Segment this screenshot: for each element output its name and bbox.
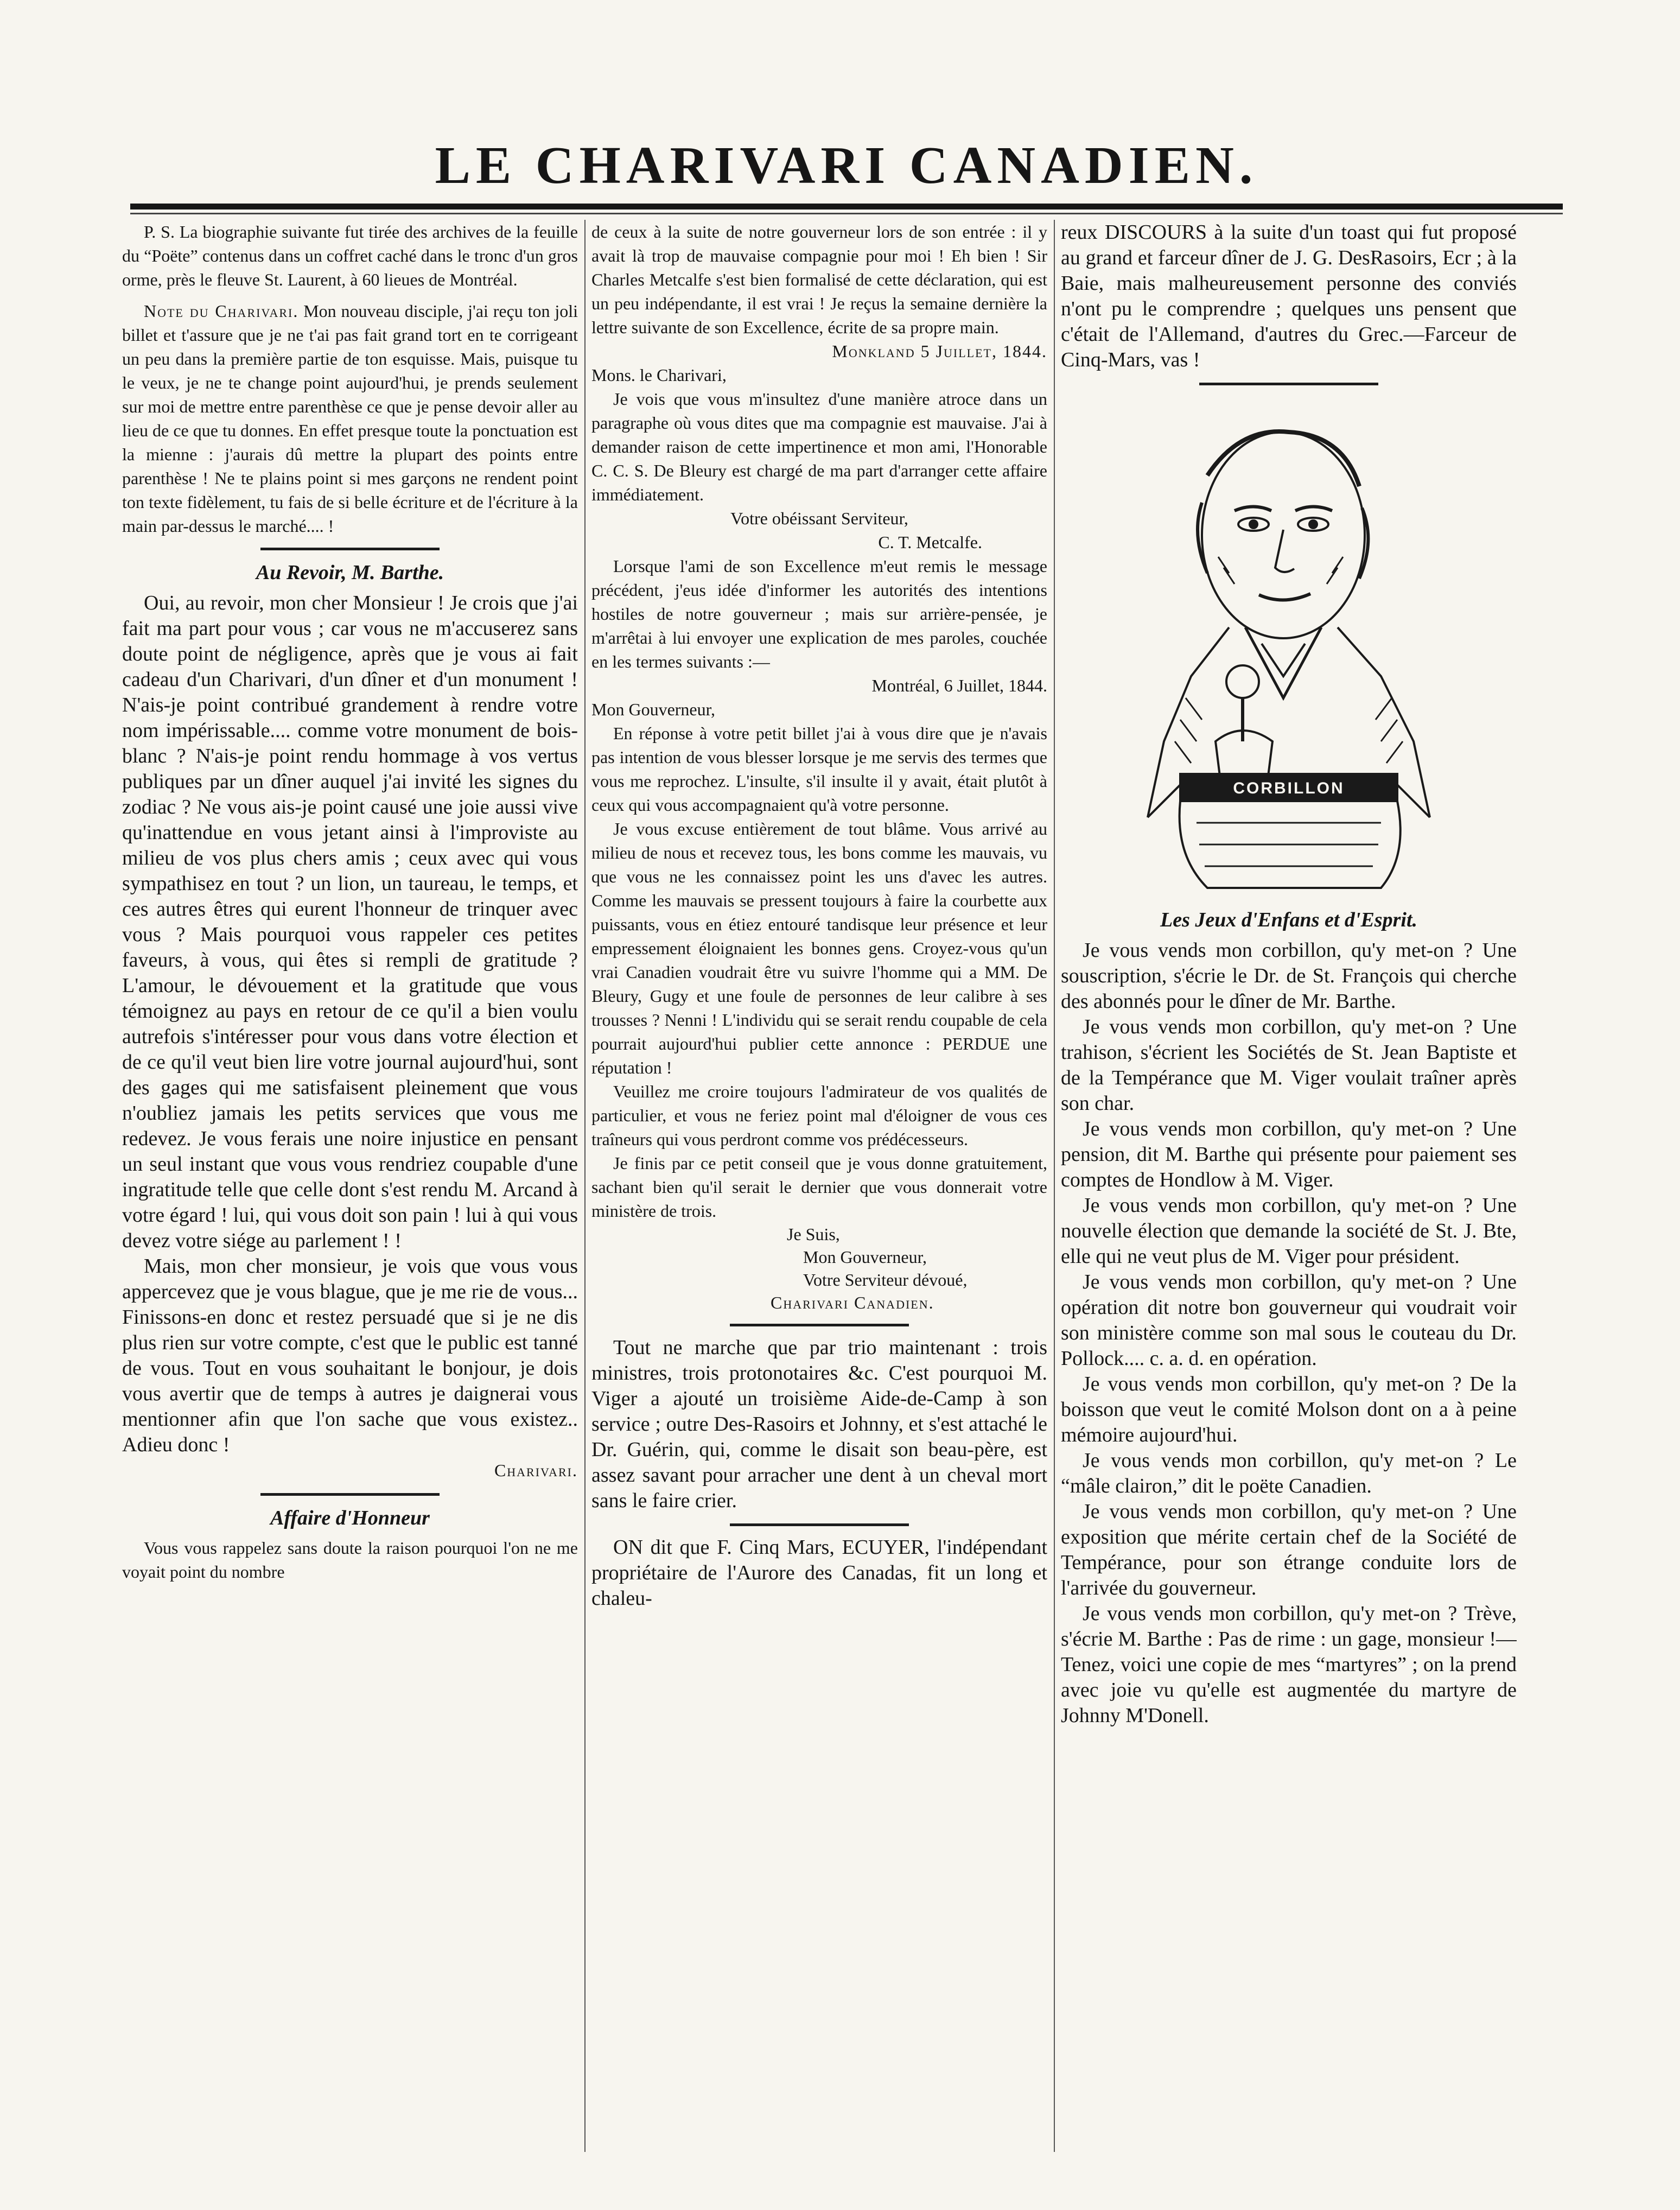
article-paragraph: Je vous vends mon corbillon, qu'y met-on ? De la boisson que veut le comité Molson dont on a à peine mémoire aujourd'hui.	[1061, 1373, 1517, 1446]
column-divider	[584, 220, 586, 2152]
letter-paragraph: Je vois que vous m'insultez d'une manière atroce dans un paragraphe où vous dites que ma compagnie est mauvaise. J'ai à demander raison de cette impertinence et mon ami, l'Honorable C. C. S. De Bleury est chargé de ma part d'arranger cette affaire immédiatement.	[591, 389, 1047, 504]
letter-paragraph: Je vous excuse entièrement de tout blâme. Vous arrivé au milieu de nous et recevez tous, les bons comme les mauvais, vu que vous ne les connaissez point les uns d'avec les autres. Comme les mauvais se pressent toujours à faire la courbette aux puissants, vous en étiez entouré tandisque leur présence et leur empressement éloignaient les bonnes gens. Croyez-vous qu'un vrai Canadien voudrait être vu suivre l'homme qui a MM. De Bleury, Gugy et une foule de personnes de leur calibre à ses trousses ? Nenni ! L'individu qui se serait rendu coupable de cela pourrait aujourd'hui publier cette annonce : PERDUE une réputation !	[591, 819, 1047, 1077]
letter-closing: Je Suis,	[787, 1224, 840, 1244]
article-paragraph: Je vous vends mon corbillon, qu'y met-on ? Une opération dit notre bon gouverneur qui voudrait voir son ministère comme son mal sous le couteau du Dr. Pollock.... c. a. d. en opération.	[1061, 1271, 1517, 1370]
newspaper-title: LE CHARIVARI CANADIEN.	[435, 136, 1258, 195]
letter-dateline: Montréal, 6 Juillet, 1844.	[871, 676, 1047, 695]
letter-salutation: Mons. le Charivari,	[591, 365, 727, 385]
article-heading: Affaire d'Honneur	[270, 1507, 430, 1529]
article-signature: Charivari.	[494, 1460, 578, 1480]
article-paragraph: ON dit que F. Cinq Mars, ECUYER, l'indépendant propriétaire de l'Aurore des Canadas, fit un long et chaleu-	[591, 1536, 1047, 1610]
article-heading: Les Jeux d'Enfans et d'Esprit.	[1160, 909, 1417, 931]
letter-dateline: Monkland 5 Juillet, 1844.	[832, 341, 1047, 361]
masthead	[130, 136, 1563, 195]
separator-rule	[730, 1324, 909, 1326]
note-label: Note du Charivari.	[144, 301, 299, 321]
column-2	[591, 220, 1047, 2174]
separator-rule	[260, 1493, 440, 1496]
article-paragraph: Oui, au revoir, mon cher Monsieur ! Je crois que j'ai fait ma part pour vous ; car vous ne m'accuserez sans doute point de négligence, après que je vous ai fait cadeau d'un Charivari, d'un dîner et d'un monument ! N'ais-je point contribué grandement à rendre votre nom impérissable.... comme votre monument de bois-blanc ? N'ais-je point rendu hommage à vos vertus publiques par un dîner auquel j'ai invité les signes du zodiac ? Ne vous ais-je point causé une joie aussi vive qu'inattendue en vous jetant ainsi à l'improviste au milieu de vos plus chers amis ; ceux avec qui vous sympathisez en tout ? un lion, un taureau, le temps, et ces autres êtres qui eurent l'honneur de trinquer avec vous ? Mais pourquoi vous rappeler ces petites faveurs, à vous, qui êtes si rempli de gratitude ? L'amour, le dévouement et la gratitude que vous témoignez au pays en retour de ce qu'il a bien voulu autrefois s'intéresser pour vous dans votre élection et de ce qu'il veut bien lire votre journal aujourd'hui, sont des gages qui me satisfaisent pleinement que vous n'oubliez jamais les petits services que vous me redevez. Je vous ferais une noire injustice en pensant un seul instant que vous vous rendriez coupable d'une ingratitude telle que celle dont s'est rendu M. Arcand à votre égard ! lui, qui vous doit son pain ! lui à qui vous devez votre siége au parlement ! !	[122, 592, 578, 1252]
article-paragraph: Je vous vends mon corbillon, qu'y met-on ? Une pension, dit M. Barthe qui présente pour paiement ses comptes de Hondlow à M. Viger.	[1061, 1117, 1517, 1191]
letter-paragraph: En réponse à votre petit billet j'ai à vous dire que je n'avais pas intention de vous blesser lorsque je me servis des termes que vous me reprochez. L'insulte, s'il insulte il y avait, était plutôt à ceux qui vous accompagnaient qu'à votre personne.	[591, 723, 1047, 815]
note-paragraph	[122, 299, 578, 538]
column-3	[1061, 220, 1517, 2174]
article-paragraph: Je vous vends mon corbillon, qu'y met-on ? Le “mâle clairon,” dit le poëte Canadien.	[1061, 1449, 1517, 1497]
separator-rule	[730, 1523, 909, 1526]
engraving-label: CORBILLON	[1233, 779, 1345, 797]
column-1	[122, 220, 578, 2174]
article-paragraph: Je vous vends mon corbillon, qu'y met-on ? Une souscription, s'écrie le Dr. de St. François qui cherche des abonnés pour le dîner de Mr. Barthe.	[1061, 939, 1517, 1013]
letter-closing: Votre obéissant Serviteur,	[730, 509, 908, 528]
article-paragraph: reux DISCOURS à la suite d'un toast qui fut proposé au grand et farceur dîner de J. G. DesRasoirs, Ecr ; à la Baie, mais malheureusement personne des conviés n'ont pu le comprendre ; quelques uns pensent que c'était de l'Allemand, d'autres du Grec.—Farceur de Cinq-Mars, vas !	[1061, 221, 1517, 371]
letter-closing: Mon Gouverneur,	[803, 1247, 927, 1267]
postscript-paragraph: P. S. La biographie suivante fut tirée des archives de la feuille du “Poëte” contenus dans un coffret caché dans le tronc d'un gros orme, près le fleuve St. Laurent, à 60 lieues de Montréal.	[122, 222, 578, 289]
article-paragraph: Je vous vends mon corbillon, qu'y met-on ? Trève, s'écrie M. Barthe : Pas de rime : un gage, monsieur !—Tenez, voici une copie de mes “martyres” ; on la prend avec joie vu qu'elle est augmentée du martyre de Johnny M'Donell.	[1061, 1602, 1517, 1727]
masthead-rule-thin	[130, 213, 1563, 214]
letter-signature: C. T. Metcalfe.	[878, 532, 982, 552]
letter-salutation: Mon Gouverneur,	[591, 700, 715, 719]
article-paragraph: Lorsque l'ami de son Excellence m'eut remis le message précédent, j'eus idée d'informer les autorités des intentions hostiles de notre gouverneur ; mais sur arrière-pensée, je m'arrêtai à lui envoyer une explication de mes paroles, couchée en les termes suivants :—	[591, 556, 1047, 671]
letter-paragraph: Veuillez me croire toujours l'admirateur de vos qualités de particulier, et vous ne feriez point mal d'éloigner de vous ces traîneurs qui vous perdront comme vos prédécesseurs.	[591, 1082, 1047, 1149]
letter-paragraph: Je finis par ce petit conseil que je vous donne gratuitement, sachant bien qu'il serait le dernier que vous donnerait votre ministère de trois.	[591, 1153, 1047, 1221]
article-paragraph: Mais, mon cher monsieur, je vois que vous vous appercevez que je vous blague, que je me rie de vous... Finissons-en donc et restez persuadé que si je ne dis plus rien sur votre compte, c'est que le public est tanné de vous. Tout en vous souhaitant le bonjour, je dois vous avertir que de temps à autres je daignerai vous mentionner afin que l'on sache que vous existez.. Adieu donc !	[122, 1255, 578, 1456]
article-paragraph: Je vous vends mon corbillon, qu'y met-on ? Une trahison, s'écrient les Sociétés de St. Jean Baptiste et de la Tempérance que M. Viger voulait traîner après son char.	[1061, 1015, 1517, 1115]
article-paragraph: Tout ne marche que par trio maintenant : trois ministres, trois protonotaires &c. C'est pourquoi M. Viger a ajouté un troisième Aide-de-Camp à son service ; outre Des-Rasoirs et Johnny, et s'est attaché le Dr. Guérin, qui, comme le disait son beau-père, est assez savant pour arracher une dent à un cheval mort sans le faire crier.	[591, 1336, 1047, 1512]
letter-signature: Charivari Canadien.	[771, 1293, 934, 1312]
separator-rule	[1199, 383, 1378, 385]
note-text: Mon nouveau disciple, j'ai reçu ton joli billet et t'assure que je ne t'ai pas fait grand tort en te corrigeant un peu dans la première partie de ton esquisse. Mais, puisque tu le veux, je ne te change point aujourd'hui, je prends seulement sur moi de mettre entre parenthèse ce que je pense devoir aller au lieu de ce que tu donnes. En effet presque toute la ponctuation est la mienne : j'aurais dû mettre la plupart des points entre parenthèse ! Ne te plains point si mes garçons ne rendent point ton texte fidèlement, tu fais de si belle écriture et de l'écriture à la main par-dessus le marché.... !	[122, 301, 578, 536]
portrait-engraving-icon	[1099, 394, 1479, 899]
letter-closing: Votre Serviteur dévoué,	[803, 1270, 968, 1290]
article-heading: Au Revoir, M. Barthe.	[256, 561, 444, 584]
article-paragraph: Vous vous rappelez sans doute la raison pourquoi l'on ne me voyait point du nombre	[122, 1538, 578, 1582]
column-divider	[1054, 220, 1055, 2152]
masthead-rule	[130, 204, 1563, 209]
article-paragraph: Je vous vends mon corbillon, qu'y met-on ? Une nouvelle élection que demande la société de St. J. Bte, elle qui ne veut plus de M. Viger pour président.	[1061, 1194, 1517, 1268]
article-paragraph: Je vous vends mon corbillon, qu'y met-on ? Une exposition que mérite certain chef de la Société de Tempérance, pour son étrange conduite lors de l'arrivée du gouverneur.	[1061, 1500, 1517, 1599]
separator-rule	[260, 548, 440, 550]
article-paragraph: de ceux à la suite de notre gouverneur lors de son entrée : il y avait là trop de mauvaise compagnie pour moi ! Eh bien ! Sir Charles Metcalfe s'est bien formalisé de cette déclaration, qui est un peu indépendante, il est vrai ! Je reçus la semaine dernière la lettre suivante de son Excellence, écrite de sa propre main.	[591, 222, 1047, 337]
